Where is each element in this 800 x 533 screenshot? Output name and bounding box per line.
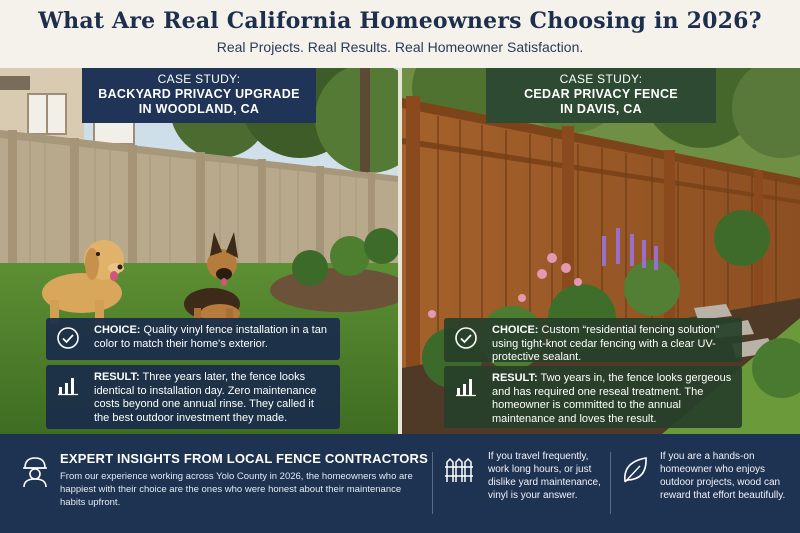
choice-box <box>444 318 742 362</box>
choice-box <box>46 318 340 360</box>
footer-body: From our experience working across Yolo County in 2026, the homeowners who are happiest with their choice are the ones who were honest about their maintenance habits upfront. <box>60 471 413 508</box>
case-study-cedar-panel <box>402 68 800 434</box>
expert-insights-footer <box>0 434 800 533</box>
case-study-label: CASE STUDY: <box>559 72 643 86</box>
result-label: RESULT: <box>94 371 140 383</box>
case-study-title-line-2: IN DAVIS, CA <box>560 102 642 116</box>
result-box <box>46 365 340 429</box>
footer-title: EXPERT INSIGHTS FROM LOCAL FENCE CONTRACTORS <box>60 451 429 466</box>
vinyl-fence-icon <box>444 456 474 484</box>
result-text: Three years later, the fence looks identical to installation day. Zero maintenance costs beyond one annual rinse. They called it the best outdoor investment they made. <box>94 371 317 424</box>
page-title: What Are Real California Homeowners Choosing in 2026? <box>38 8 762 34</box>
leaf-icon <box>620 454 650 486</box>
case-study-title-line-1: CEDAR PRIVACY FENCE <box>524 87 678 101</box>
contractor-hardhat-icon <box>20 454 50 488</box>
footer-divider <box>610 452 611 514</box>
case-study-title-line-1: BACKYARD PRIVACY UPGRADE <box>98 87 300 101</box>
vinyl-tip-text: If you travel frequently, work long hours, or just dislike yard maintenance, vinyl is your answer. <box>488 451 601 501</box>
result-text: Two years in, the fence looks gergeous and has required one reseal treatment. The homeowner is committed to the annual maintenance and loves the result. <box>492 372 732 425</box>
choice-label: CHOICE: <box>492 324 539 336</box>
header <box>0 0 800 66</box>
case-study-tag <box>82 68 316 123</box>
bar-chart-icon <box>56 373 80 397</box>
result-label: RESULT: <box>492 372 538 384</box>
page-subtitle: Real Projects. Real Results. Real Homeowner Satisfaction. <box>216 39 584 55</box>
choice-label: CHOICE: <box>94 324 141 336</box>
case-study-vinyl-panel <box>0 68 398 434</box>
result-box <box>444 366 742 428</box>
checkmark-circle-icon <box>56 326 80 350</box>
case-study-title-line-2: IN WOODLAND, CA <box>138 102 260 116</box>
case-study-label: CASE STUDY: <box>157 72 241 86</box>
choice-text: Quality vinyl fence installation in a tan color to match their home's exterior. <box>94 324 327 350</box>
footer-divider <box>432 452 433 514</box>
choice-text: Custom “residential fencing solution” using tight-knot cedar fencing with a clear UV-protective sealant. <box>492 324 720 363</box>
wood-tip-text: If you are a hands-on homeowner who enjoys outdoor projects, wood can reward that effort beautifully. <box>660 451 786 501</box>
checkmark-circle-icon <box>454 326 478 350</box>
bar-chart-icon <box>454 374 478 398</box>
case-study-tag <box>486 68 716 123</box>
